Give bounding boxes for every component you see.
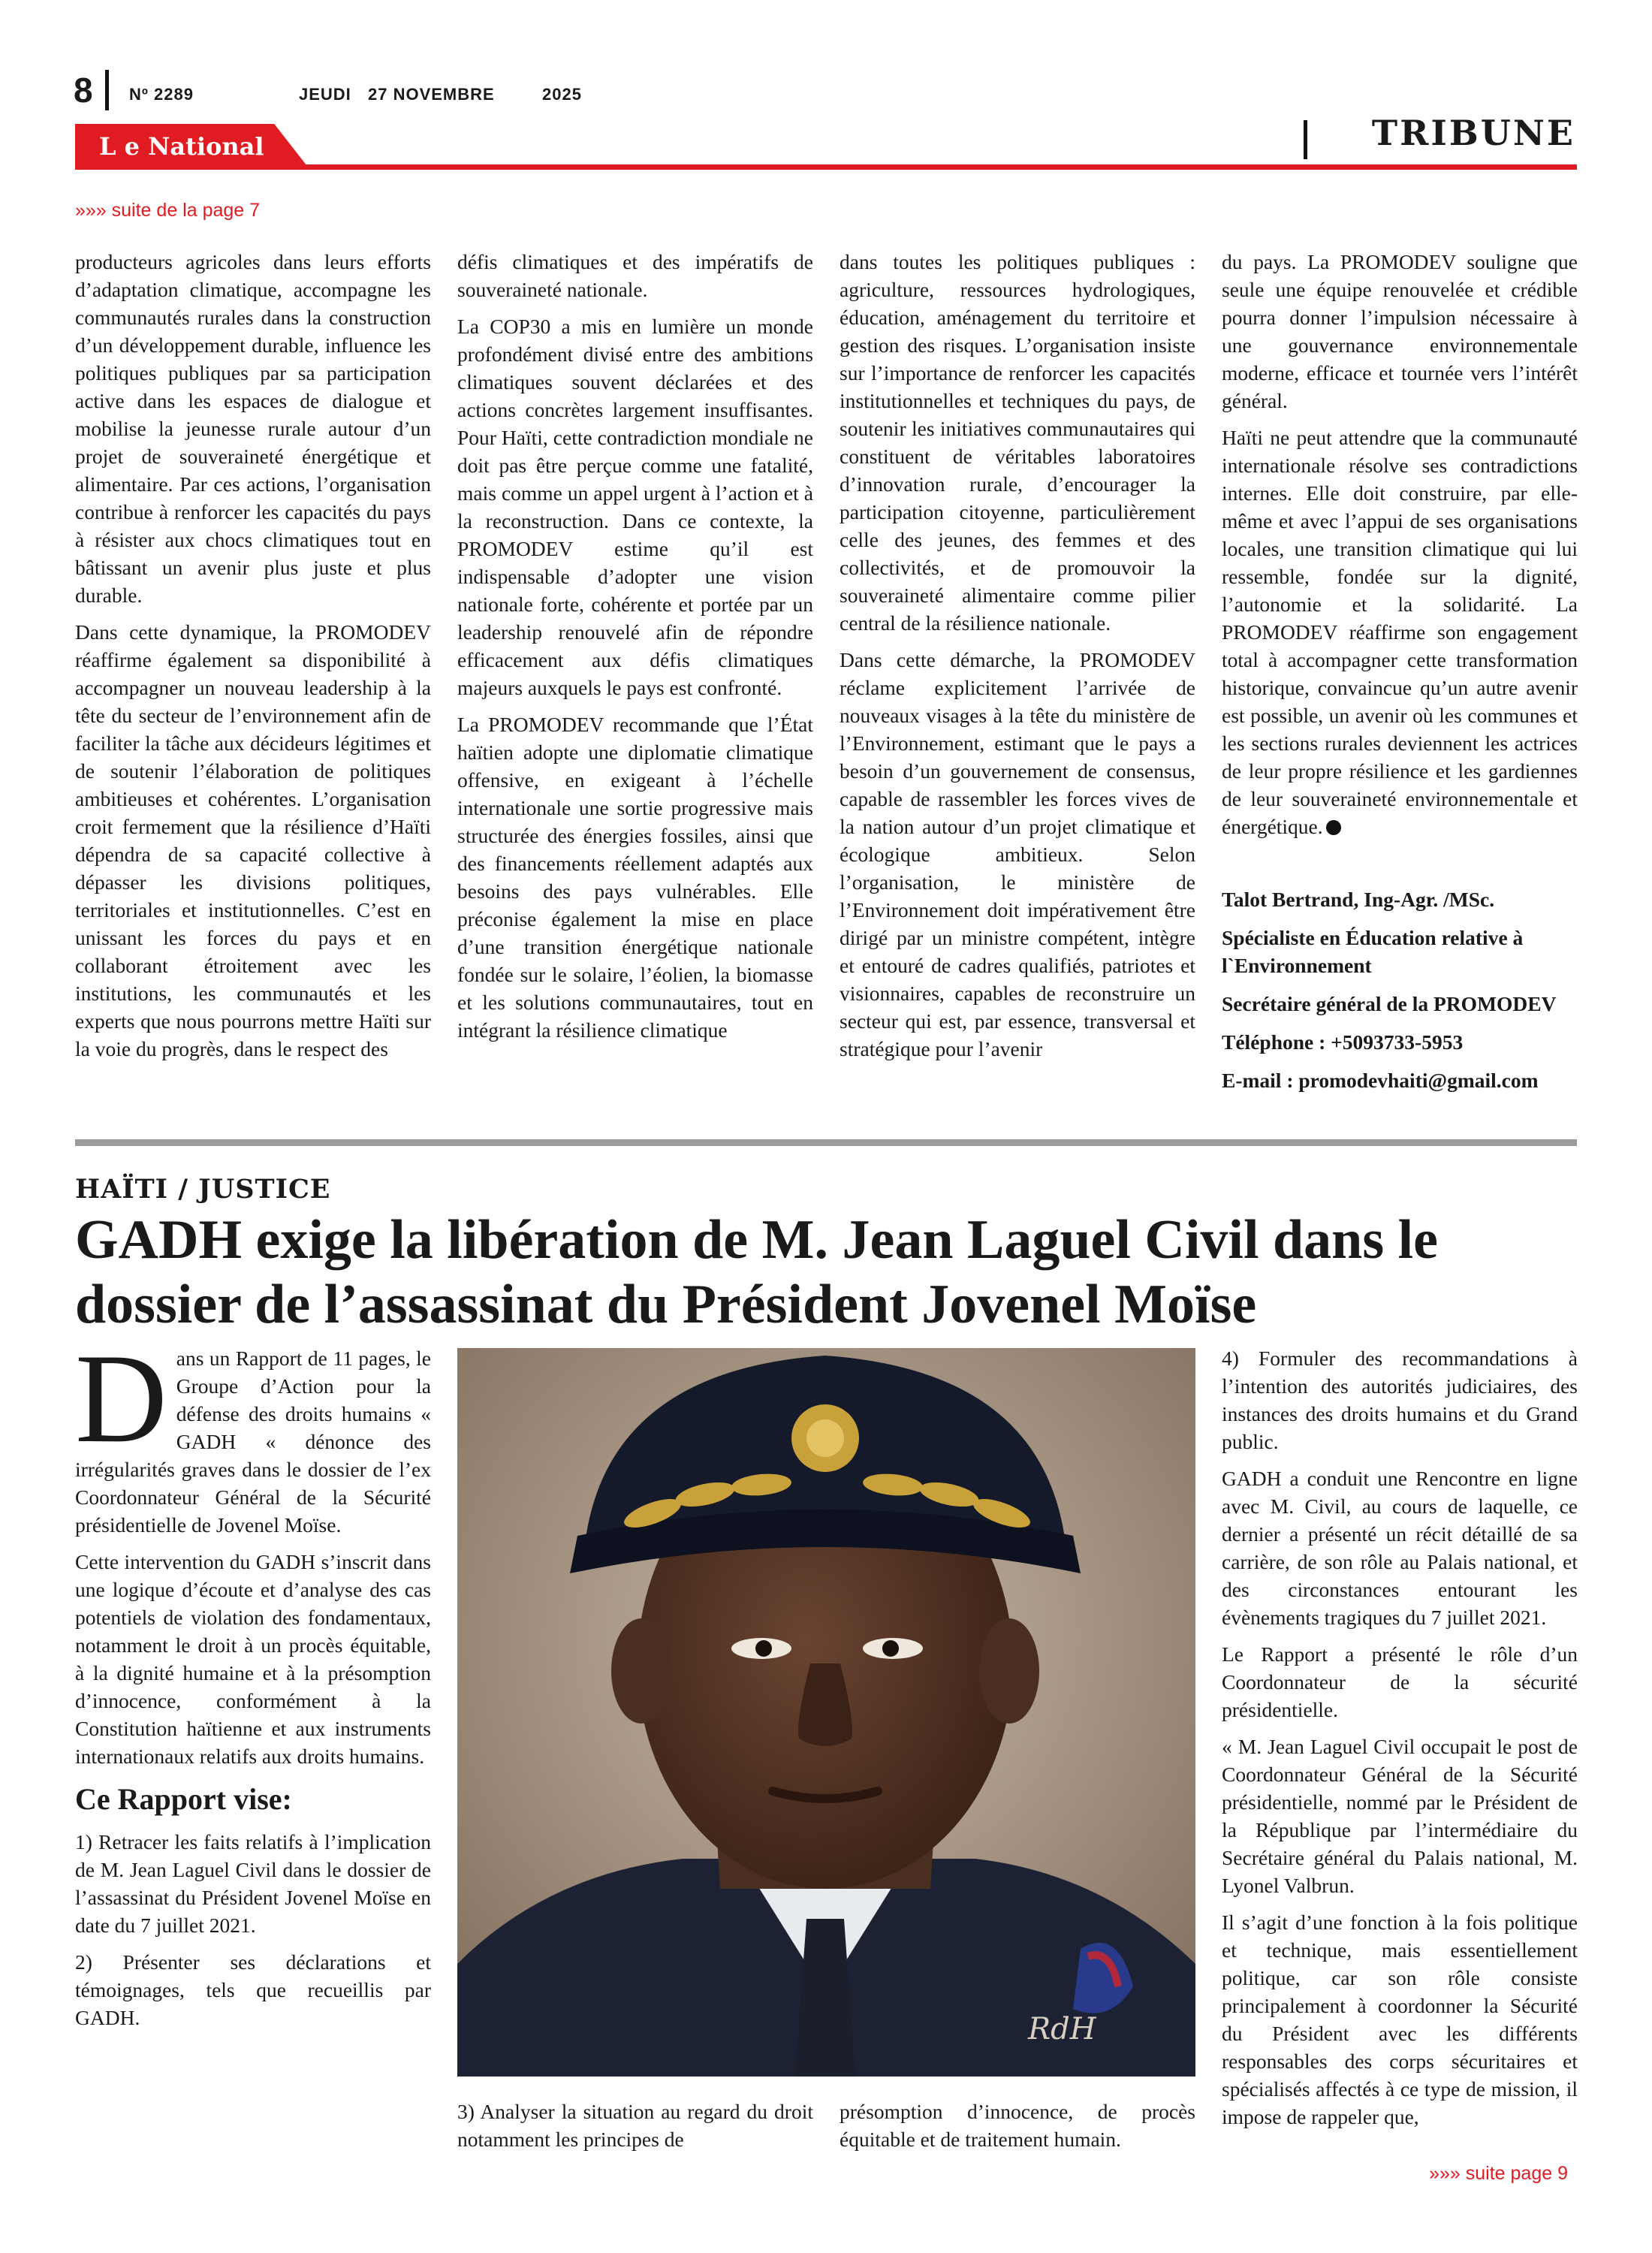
lead-paragraph [75,1344,431,1539]
paragraph: Dans cette dynamique, la PROMODEV réaffirme également sa disponibilité à accompagner un nouveau leadership à la tête du secteur de l’environnement afin de faciliter la tâche aux décideurs légitimes et de soutenir l’élaboration de politiques ambitieuses et cohérentes. L’organisation croit fermement que la résilience d’Haïti dépendra de sa capacité collective à dépasser les divisions politiques, territoriales et institutionnelles. C’est en unissant les forces du pays et en collaborant étroitement avec les institutions, les communautés et les experts que nous pourrons mettre Haïti sur la voie du progrès, dans le respect des [75,620,431,1060]
issue-year: 2025 [542,85,582,104]
top-article-column-2 [457,248,813,1123]
article-headline: GADH exige la libération de M. Jean Laguel Civil dans le dossier de l’assassinat du Président Jovenel Moïse [75,1209,1439,1335]
issue-number: Nº 2289 [129,85,194,104]
issue-date: 27 NOVEMBRE [368,85,495,104]
paragraph: GADH a conduit une Rencontre en ligne avec M. Civil, au cours de laquelle, ce dernier a présenté un récit détaillé de sa carrière, de son rôle au Palais national, et des circonstances entourant les évènements tragiques du 7 juillet 2021. [1222,1467,1578,1629]
author-role: Secrétaire général de la PROMODEV [1222,992,1557,1015]
page-number: 8 [74,71,93,110]
list-item: 2) Présenter ses déclarations et témoignages, tels que recueillis par GADH. [75,1950,431,2029]
paragraph: Cette intervention du GADH s’inscrit dans une logique d’écoute et d’analyse des cas potentiels de violation des fondamentaux, notamment le droit à un procès équitable, à la dignité humaine et à la présomption d’innocence, conformément à la Constitution haïtienne et aux instruments internationaux relatifs aux droits humains. [75,1550,431,1768]
paragraph: La COP30 a mis en lumière un monde profondément divisé entre des ambitions climatiques souvent déclarées et des actions concrètes largement insuffisantes. Pour Haïti, cette contradiction mondiale ne doit pas être perçue comme une fatalité, mais comme un appel urgent à l’action et à la reconstruction. Dans ce contexte, la PROMODEV estime qu’il est indispensable d’adopter une vision nationale forte, cohérente et portée par un leadership renouvelé afin de répondre efficacement aux défis climatiques majeurs auxquels le pays est confronté. [457,315,813,699]
paragraph: Il s’agit d’une fonction à la fois politique et technique, mais essentiellement politique, car son rôle consiste principalement à coordonner la Sécurité du Président avec les différents responsables des corps sécuritaires et spécialisés affectés à ce type de mission, il impose de rappeler que, [1222,1911,1578,2128]
end-of-article-mark [1326,820,1341,835]
lead-text: ans un Rapport de 11 pages, le Groupe d’Action pour la défense des droits humains « GADH « dénonce des irrégularités graves dans le dossier de l’ex Coordonnateur Général de la Sécurité présidentielle de Jovenel Moïse. [75,1347,431,1537]
paragraph-text: Haïti ne peut attendre que la communauté internationale résolve ses contradictions internes. Elle doit construire, par elle-même et avec l’appui de ses organisations locales, une transition climatique qui lui ressemble, fondée sur la dignité, l’autonomie et la solidarité. La PROMODEV réaffirme son engagement total à accompagner cette transformation historique, convaincue qu’un autre avenir est possible, un avenir où les communes et les sections rurales deviennent les actrices de leur propre résilience et les gardiennes de leur souveraineté environnementale et énergétique. [1222,426,1578,838]
author-name: Talot Bertrand, Ing-Agr. /MSc. [1222,888,1495,911]
continued-to[interactable]: »»» suite page 9 [1429,2163,1568,2184]
list-item-continued: présomption d’innocence, de procès équitable et de traitement humain. [840,2100,1195,2151]
section-title: TRIBUNE [1371,113,1575,153]
portrait-photo [457,1348,1195,2077]
paragraph: défis climatiques et des impératifs de souveraineté nationale. [457,250,813,301]
list-item: 4) Formuler des recommandations à l’intention des autorités judiciaires, des instances des droits humains et du Grand public. [1222,1347,1578,1453]
portrait-illustration [457,1348,1195,2077]
author-title: Spécialiste en Éducation relative à l`Environnement [1222,926,1524,977]
paragraph: dans toutes les politiques publiques : agriculture, ressources hydrologiques, éducation, aménagement du territoire et gestion des risques. L’organisation insiste sur l’importance de renforcer les capacités institutionnelles et techniques du pays, de soutenir les initiatives communautaires qui constituent de véritables laboratoires d’innovation rurale, d’encourager la participation citoyenne, particulièrement celle des jeunes, des femmes et des collectivités, et de promouvoir la souveraineté alimentaire comme pilier central de la résilience nationale. [840,250,1195,635]
page-number-divider [105,70,109,110]
top-article-column-1 [75,248,431,1123]
paragraph: du pays. La PROMODEV souligne que seule une équipe renouvelée et crédible pourra donner l’impulsion nécessaire à une gouvernance environnementale moderne, efficace et tournée vers l’intérêt général. [1222,250,1578,412]
section-divider [1304,120,1307,159]
paragraph: Le Rapport a présenté le rôle d’un Coordonnateur de la sécurité présidentielle. [1222,1642,1578,1721]
paragraph [1222,424,1578,840]
article-kicker: HAÏTI / JUSTICE [75,1174,331,1205]
article-column-3 [840,2098,1195,2162]
paragraph: La PROMODEV recommande que l’État haïtien adopte une diplomatie climatique offensive, en exigeant à l’échelle internationale une sortie progressive mais structurée des énergies fossiles, ainsi que des financements réellement adaptés aux besoins des pays vulnérables. Elle préconise également la mise en place d’une transition énergétique nationale fondée sur le solaire, l’éolien, la biomasse et les solutions communautaires, tout en intégrant la résilience climatique [457,713,813,1042]
list-item: 1) Retracer les faits relatifs à l’implication de M. Jean Laguel Civil dans le dossier de l’assassinat du Président Jovenel Moïse en date du 7 juillet 2021. [75,1830,431,1937]
author-email: E-mail : promodevhaiti@gmail.com [1222,1069,1539,1092]
brand-name: L e National [99,132,264,161]
collar-insignia: RdH [1028,2012,1096,2046]
article-column-4 [1222,1344,1578,2163]
article-column-2 [457,2098,813,2162]
paragraph: producteurs agricoles dans leurs efforts d’adaptation climatique, accompagne les communautés rurales dans la construction d’un développement durable, influence les politiques publiques par sa participation active dans les espaces de dialogue et mobilise la jeunesse rurale autour d’un projet de souveraineté énergétique et alimentaire. Par ces actions, l’organisation contribue à renforcer les capacités du pays à résister aux chocs climatiques tout en bâtissant un avenir plus juste et plus durable. [75,250,431,607]
paragraph: « M. Jean Laguel Civil occupait le post de Coordonnateur Général de la Sécurité présidentielle, nommé par le Président de la République par l’intermédiaire du Secrétaire général du Palais national, M. Lyonel Valbrun. [1222,1735,1578,1897]
author-phone: Téléphone : +5093733-5953 [1222,1030,1464,1054]
continued-from: »»» suite de la page 7 [75,200,261,221]
drop-cap: D [75,1344,167,1469]
issue-day: JEUDI [299,85,351,104]
top-article-column-3 [840,248,1195,1123]
article-subheading: Ce Rapport vise: [75,1782,292,1816]
article-column-1 [75,1344,431,2178]
header-rule [75,164,1577,170]
list-item: 3) Analyser la situation au regard du droit notamment les principes de [457,2100,813,2151]
paragraph: Dans cette démarche, la PROMODEV réclame explicitement l’arrivée de nouveaux visages à la tête du ministère de l’Environnement, estimant que le pays a besoin d’un gouvernement de consensus, capable de rassembler les forces vives de la nation autour d’un projet climatique et écologique ambitieux. Selon l’organisation, le ministère de l’Environnement doit impérativement être dirigé par un ministre compétent, intègre et entouré de cadres qualifiés, patriotes et visionnaires, capables de reconstruire un secteur qui est, par essence, transversal et stratégique pour l’avenir [840,648,1195,1060]
article-divider [75,1139,1577,1146]
top-article-column-4 [1222,248,1578,1123]
